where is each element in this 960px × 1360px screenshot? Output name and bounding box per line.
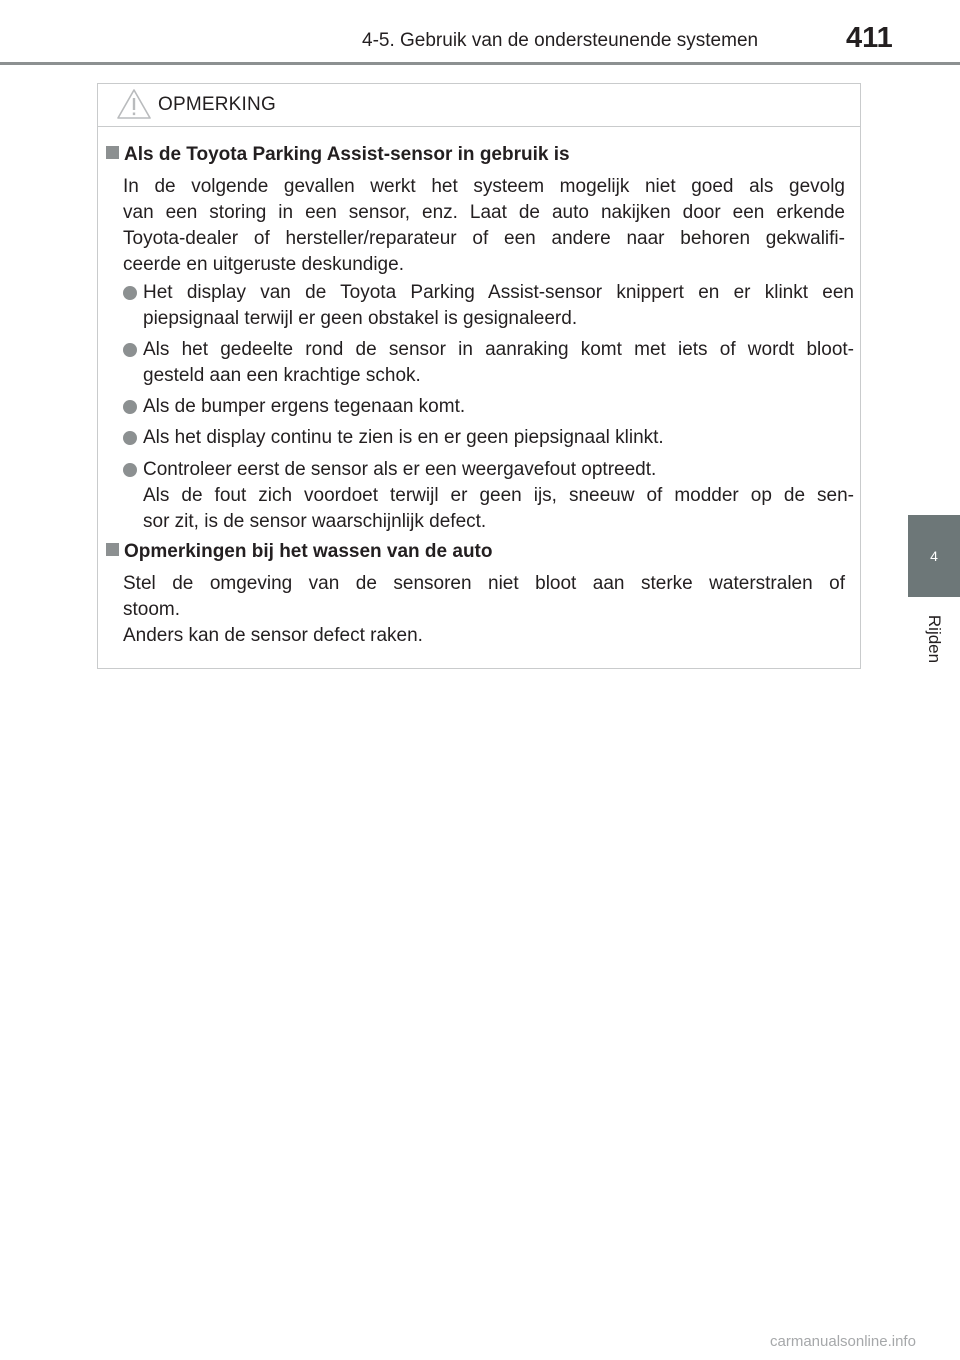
section-heading-2	[106, 541, 492, 563]
bullet-line: Als de bumper ergens tegenaan komt.	[143, 396, 466, 417]
bullet-line: Het display van de Toyota Parking Assist-sensor knippert en er klinkt een	[143, 282, 854, 303]
bullet-line: gesteld aan een krachtige schok.	[143, 365, 421, 386]
paragraph-line: van een storing in een sensor, enz. Laat de auto nakijken door een erkende	[123, 202, 845, 223]
bullet-line: Als het gedeelte rond de sensor in aanraking komt met iets of wordt bloot-	[143, 339, 854, 360]
bullet-dot-icon	[123, 343, 137, 357]
square-bullet-icon	[106, 146, 119, 159]
bullet-dot-icon	[123, 286, 137, 300]
list-item	[123, 457, 854, 535]
bullet-line: Als de fout zich voordoet terwijl er geen ijs, sneeuw of modder op de sen-	[143, 485, 854, 506]
note-box	[97, 83, 861, 669]
note-label: OPMERKING	[158, 94, 276, 115]
chapter-number: 4	[930, 548, 938, 564]
paragraph-line: Toyota-dealer of hersteller/reparateur of een andere naar behoren gekwalifi-	[123, 228, 845, 249]
chapter-label-container	[908, 606, 960, 672]
bullet-dot-icon	[123, 400, 137, 414]
warning-triangle-icon	[116, 88, 152, 120]
section-title: 4-5. Gebruik van de ondersteunende systemen	[362, 30, 759, 51]
paragraph-line: Anders kan de sensor defect raken.	[123, 625, 423, 646]
note-header	[98, 84, 860, 127]
section-heading-text: Opmerkingen bij het wassen van de auto	[124, 541, 493, 562]
list-item	[123, 394, 854, 420]
chapter-label: Rijden	[924, 614, 944, 664]
paragraph-line: ceerde en uitgeruste deskundige.	[123, 254, 404, 275]
bullet-line: Als het display continu te zien is en er geen piepsignaal klinkt.	[143, 427, 664, 448]
list-item	[123, 280, 854, 332]
section-2-paragraph	[123, 571, 845, 649]
bullet-line: piepsignaal terwijl er geen obstakel is gesignaleerd.	[143, 308, 578, 329]
bullet-line: Controleer eerst de sensor als er een weergavefout optreedt.	[143, 459, 657, 480]
list-item	[123, 425, 854, 451]
watermark: carmanualsonline.info	[770, 1333, 916, 1350]
bullet-dot-icon	[123, 463, 137, 477]
list-item	[123, 337, 854, 389]
square-bullet-icon	[106, 543, 119, 556]
section-heading-1	[106, 144, 570, 166]
section-1-paragraph	[123, 174, 845, 278]
page-number: 411	[846, 22, 893, 54]
bullet-dot-icon	[123, 431, 137, 445]
paragraph-line: Stel de omgeving van de sensoren niet bloot aan sterke waterstralen of	[123, 573, 845, 594]
bullet-line: sor zit, is de sensor waarschijnlijk defect.	[143, 511, 487, 532]
header-divider	[0, 62, 960, 65]
chapter-tab[interactable]	[908, 515, 960, 597]
paragraph-line: In de volgende gevallen werkt het systeem mogelijk niet goed als gevolg	[123, 176, 845, 197]
paragraph-line: stoom.	[123, 599, 181, 620]
section-heading-text: Als de Toyota Parking Assist-sensor in gebruik is	[124, 144, 570, 165]
